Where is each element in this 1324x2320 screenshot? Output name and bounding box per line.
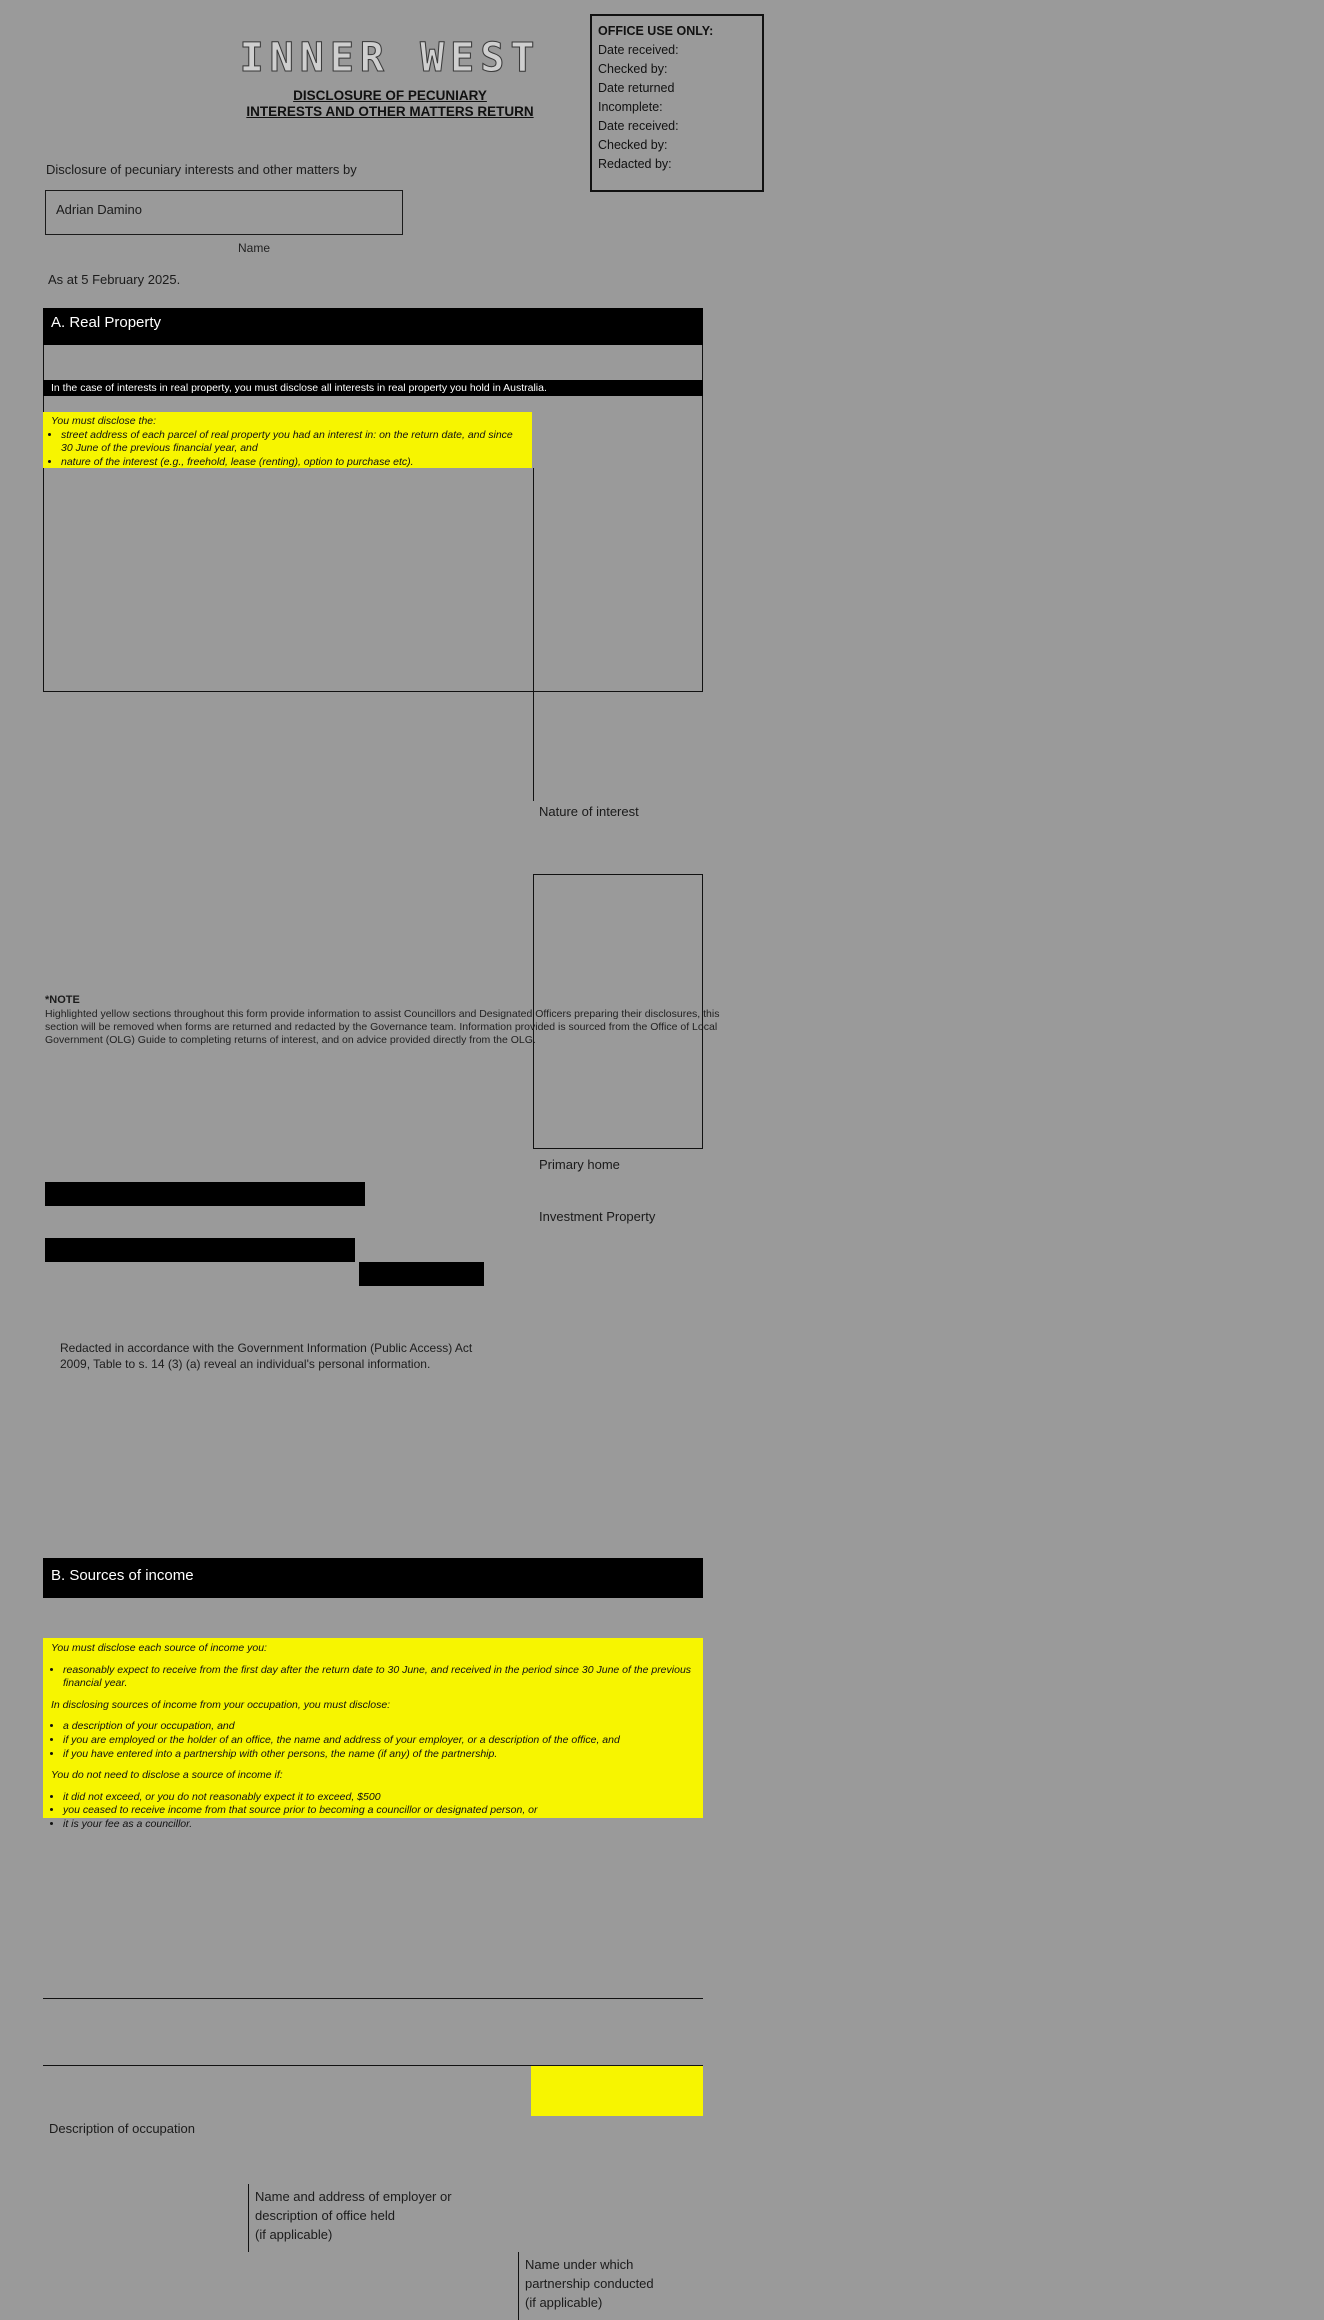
section-b-table — [43, 1998, 703, 2066]
section-b-guidance — [43, 1638, 703, 1830]
page-title-line2: INTERESTS AND OTHER MATTERS RETURN — [246, 104, 534, 119]
redacted-block-1 — [45, 1182, 365, 1206]
section-a-heading: A. Real Property — [43, 308, 703, 345]
section-b-column-employer-line3: (if applicable) — [255, 2227, 333, 2242]
redacted-block-3 — [359, 1262, 484, 1286]
section-b-column-occupation — [43, 2116, 248, 2184]
nature-of-interest-header: Nature of interest — [539, 804, 639, 819]
office-use-box — [590, 14, 764, 192]
section-b-bullet: • if you are employed or the holder of an office, the name and address of your employer, or a description of the office, and — [63, 1734, 697, 1748]
section-a-guidance — [43, 412, 532, 468]
section-b-column-partnership — [518, 2252, 703, 2320]
office-use-line: Date received: — [598, 43, 679, 57]
disclosure-by-label: Disclosure of pecuniary interests and other matters by — [46, 162, 357, 177]
section-b-bullet: • you ceased to receive income from that source prior to becoming a councillor or designated person, or — [63, 1804, 697, 1818]
nature-of-interest-value-1: Primary home — [539, 1157, 620, 1172]
section-a-bullet: • nature of the interest (e.g., freehold, lease (renting), option to purchase etc). — [61, 456, 526, 470]
section-a-bullet: • street address of each parcel of real property you had an interest in: on the return date, and since 30 June of the previous financial year, and — [61, 429, 526, 456]
section-b-guidance-p1: You must disclose each source of income you: — [51, 1642, 267, 1654]
page-title-line1: DISCLOSURE OF PECUNIARY — [293, 88, 487, 103]
footer-note-title: *NOTE — [45, 994, 80, 1006]
name-value: Adrian Damino — [56, 202, 142, 217]
office-use-title: OFFICE USE ONLY: — [598, 24, 714, 38]
section-b-guidance-bullets-1 — [51, 1664, 697, 1691]
name-field[interactable] — [45, 190, 403, 235]
office-use-line: Checked by: — [598, 62, 668, 76]
section-b-guidance-bullets-3 — [51, 1791, 697, 1832]
section-b-guidance-p3: You do not need to disclose a source of income if: — [51, 1769, 283, 1782]
as-at-date: As at 5 February 2025. — [48, 272, 181, 287]
redaction-note: Redacted in accordance with the Government Information (Public Access) Act 2009, Table to s. 14 (3) (a) reveal an individual's personal information. — [60, 1341, 473, 1371]
inner-west-logo: INNER WEST — [239, 35, 541, 81]
section-b-guidance-p2: In disclosing sources of income from your occupation, you must disclose: — [51, 1698, 391, 1711]
office-use-line: Date received: — [598, 119, 679, 133]
section-b-column-partnership-line1: Name under which — [525, 2257, 634, 2272]
section-b-heading: B. Sources of income — [43, 1558, 703, 1598]
masthead — [210, 36, 570, 120]
section-b-column-employer-line1: Name and address of employer or — [255, 2189, 452, 2204]
office-use-line: Incomplete: — [598, 100, 663, 114]
nature-of-interest-box[interactable] — [533, 874, 703, 1149]
section-b-column-occupation-label: Description of occupation — [49, 2121, 195, 2136]
section-a-subheading: In the case of interests in real property, you must disclose all interests in real property you hold in Australia. — [43, 380, 703, 396]
section-a-guidance-bullets — [51, 429, 526, 470]
nature-of-interest-column — [533, 468, 703, 801]
section-b-column-partnership-line2: partnership conducted — [525, 2276, 654, 2291]
section-b-column-partnership-line3: (if applicable) — [525, 2295, 603, 2310]
section-b-bullet: • reasonably expect to receive from the first day after the return date to 30 June, and received in the period since 30 June of the previous financial year. — [63, 1664, 697, 1691]
page-title — [210, 88, 570, 120]
section-a-guidance-lead: You must disclose the: — [51, 415, 157, 427]
section-b-column3-highlight — [531, 2066, 703, 2116]
section-b-column-employer-line2: description of office held — [255, 2208, 395, 2223]
office-use-line: Redacted by: — [598, 157, 672, 171]
section-b-bullet: • if you have entered into a partnership with other persons, the name (if any) of the partnership. — [63, 1748, 697, 1762]
section-b-bullet: • a description of your occupation, and — [63, 1720, 697, 1734]
section-b-guidance-bullets-2 — [51, 1720, 697, 1761]
office-use-line: Date returned — [598, 81, 675, 95]
section-b-column-employer — [248, 2184, 518, 2252]
redacted-block-2 — [45, 1238, 355, 1262]
nature-of-interest-value-2: Investment Property — [539, 1209, 656, 1224]
section-b-bullet: • it is your fee as a councillor. — [63, 1818, 697, 1832]
office-use-line: Checked by: — [598, 138, 668, 152]
footer-note-body: Highlighted yellow sections throughout this form provide information to assist Councillors and Designated Officers preparing their disclosures, this section will be removed when forms are returned and redacted by the Governance team. Information provided is sourced from the Office of Local Government (OLG) Guide to completing returns of interest, and on advice provided directly from the OLG. — [45, 1008, 720, 1046]
name-caption: Name — [238, 241, 271, 255]
section-b-bullet: • it did not exceed, or you do not reasonably expect it to exceed, $500 — [63, 1791, 697, 1805]
